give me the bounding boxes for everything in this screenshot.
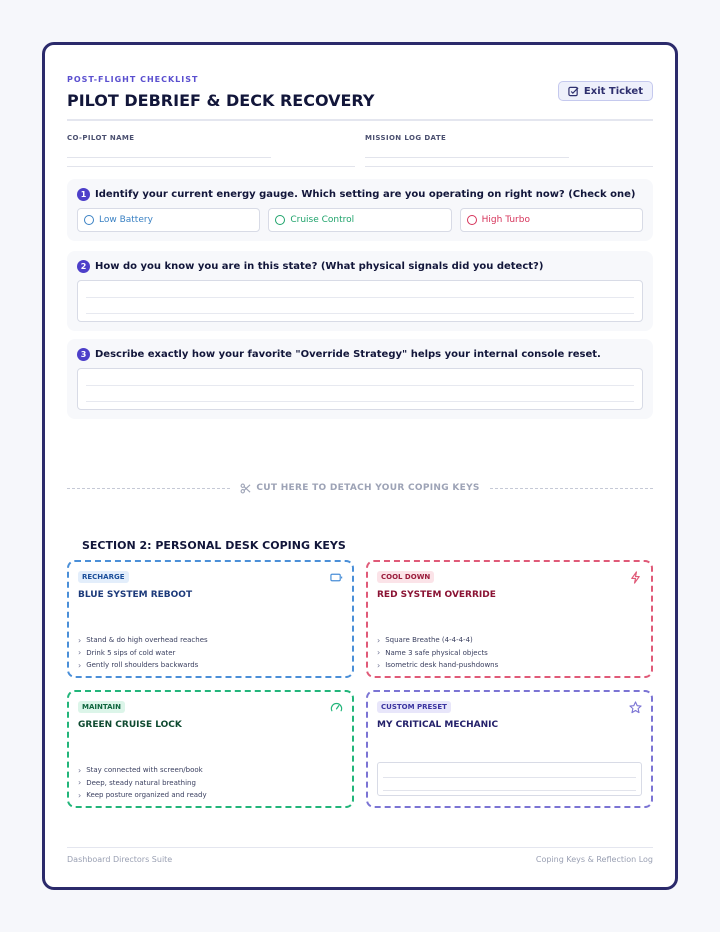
battery-icon (330, 571, 343, 584)
list-item: › Name 3 safe physical objects (377, 648, 488, 658)
card-title: RED SYSTEM OVERRIDE (377, 590, 496, 600)
worksheet (42, 42, 678, 890)
radio-icon[interactable] (467, 215, 477, 225)
list-item: › Square Breathe (4-4-4-4) (377, 635, 473, 645)
chevron-right-icon: › (377, 635, 381, 645)
cut-label-group (230, 483, 489, 494)
question-3-block (67, 339, 653, 419)
eyebrow-label: POST-FLIGHT CHECKLIST (67, 75, 199, 84)
chevron-right-icon: › (78, 778, 82, 788)
question-number: 1 (77, 188, 90, 201)
star-icon (629, 701, 642, 714)
list-item: › Keep posture organized and ready (78, 790, 207, 800)
copilot-name-label: CO-PILOT NAME (67, 134, 135, 142)
list-item: › Drink 5 sips of cold water (78, 648, 176, 658)
mission-date-label: MISSION LOG DATE (365, 134, 447, 142)
cut-dash-right (490, 488, 653, 489)
question-number: 3 (77, 348, 90, 361)
header-divider (67, 119, 653, 121)
coping-card-blue (67, 560, 354, 678)
chevron-right-icon: › (78, 635, 82, 645)
footer-right: Coping Keys & Reflection Log (535, 855, 653, 864)
checkbox-icon (568, 86, 579, 97)
writing-line (86, 385, 634, 386)
card-items (78, 764, 207, 802)
chevron-right-icon: › (377, 660, 381, 670)
option-label: Low Battery (99, 215, 153, 225)
card-title: GREEN CRUISE LOCK (78, 720, 182, 730)
chevron-right-icon: › (377, 648, 381, 658)
question-text: Describe exactly how your favorite "Override Strategy" helps your internal console reset. (95, 349, 601, 360)
coping-card-custom (366, 690, 653, 808)
question-1-block (67, 179, 653, 241)
chevron-right-icon: › (78, 648, 82, 658)
card-tag: MAINTAIN (78, 701, 125, 713)
custom-writing-box[interactable] (377, 762, 642, 796)
answer-box-3[interactable] (77, 368, 643, 410)
question-text: How do you know you are in this state? (What physical signals did you detect?) (95, 261, 544, 272)
card-title: MY CRITICAL MECHANIC (377, 720, 499, 730)
cut-label: CUT HERE TO DETACH YOUR COPING KEYS (256, 483, 480, 493)
list-item: › Deep, steady natural breathing (78, 778, 196, 788)
list-item: › Gently roll shoulders backwards (78, 660, 199, 670)
mission-date-line[interactable] (365, 157, 569, 158)
coping-card-red (366, 560, 653, 678)
cut-line (67, 481, 653, 495)
answer-box-2[interactable] (77, 280, 643, 322)
chevron-right-icon: › (78, 660, 82, 670)
cut-dash-left (67, 488, 230, 489)
list-item: › Stay connected with screen/book (78, 765, 203, 775)
scissors-icon (240, 483, 251, 494)
card-items (377, 634, 498, 672)
gauge-icon (330, 701, 343, 714)
footer-left: Dashboard Directors Suite (67, 855, 173, 864)
writing-line (86, 313, 634, 314)
section-2-title: SECTION 2: PERSONAL DESK COPING KEYS (82, 539, 346, 552)
energy-options (77, 208, 643, 232)
radio-icon[interactable] (84, 215, 94, 225)
list-item: › Stand & do high overhead reaches (78, 635, 208, 645)
footer-divider (67, 847, 653, 848)
question-2-heading (77, 260, 543, 273)
chevron-right-icon: › (78, 790, 82, 800)
list-item: › Isometric desk hand-pushdowns (377, 660, 499, 670)
copilot-name-line[interactable] (67, 157, 271, 158)
coping-card-green (67, 690, 354, 808)
page-title: PILOT DEBRIEF & DECK RECOVERY (67, 91, 375, 110)
option-label: High Turbo (481, 215, 530, 225)
question-number: 2 (77, 260, 90, 273)
option-high-turbo[interactable] (460, 208, 643, 232)
writing-line (383, 777, 636, 778)
exit-ticket-label: Exit Ticket (583, 85, 643, 97)
chevron-right-icon: › (78, 765, 82, 775)
card-tag: RECHARGE (78, 571, 129, 583)
question-text: Identify your current energy gauge. Which setting are you operating on right now? (Check one) (95, 189, 636, 200)
lightning-icon (629, 571, 642, 584)
writing-line (86, 401, 634, 402)
option-low-battery[interactable] (77, 208, 260, 232)
option-cruise-control[interactable] (268, 208, 451, 232)
card-tag: COOL DOWN (377, 571, 434, 583)
writing-line (383, 790, 636, 791)
question-1-heading (77, 188, 635, 201)
mission-date-line-2 (365, 166, 653, 167)
writing-line (86, 297, 634, 298)
card-items (78, 634, 208, 672)
card-title: BLUE SYSTEM REBOOT (78, 590, 193, 600)
exit-ticket-button[interactable] (558, 81, 653, 101)
question-3-heading (77, 348, 601, 361)
question-2-block (67, 251, 653, 331)
radio-icon[interactable] (275, 215, 285, 225)
copilot-name-line-2 (67, 166, 355, 167)
option-label: Cruise Control (290, 215, 355, 225)
card-tag: CUSTOM PRESET (377, 701, 451, 713)
